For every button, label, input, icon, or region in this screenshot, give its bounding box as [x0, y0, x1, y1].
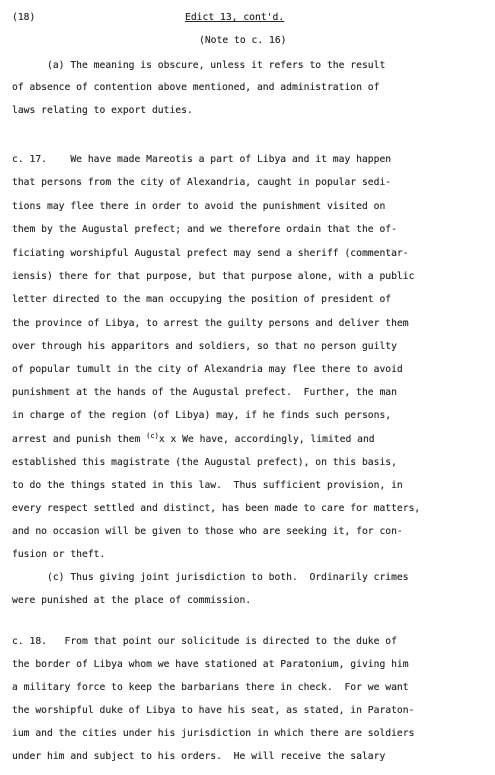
text-line: every respect settled and distinct, has been made to care for matters, — [12, 503, 421, 514]
text-line: the province of Libya, to arrest the guilty persons and deliver them — [12, 318, 409, 329]
page-heading: Edict 13, cont'd. — [185, 12, 285, 23]
text-line: of absence of contention above mentioned, and administration of — [12, 82, 380, 93]
text-line: laws relating to export duties. — [12, 105, 193, 116]
text-line: letter directed to the man occupying the position of president of — [12, 294, 392, 305]
text-line: under him and subject to his orders. He will receive the salary — [12, 751, 386, 762]
text-line: tions may flee there in order to avoid the punishment visited on — [12, 201, 386, 212]
page-subheading: (Note to c. 16) — [199, 35, 287, 46]
text-line: punishment at the hands of the Augustal prefect. Further, the man — [12, 387, 397, 398]
footnote-marker: (c) — [146, 432, 159, 440]
text-line: a military force to keep the barbarians there in check. For we want — [12, 682, 409, 693]
text-line: established this magistrate (the Augustal prefect), on this basis, — [12, 457, 397, 468]
text-line: iensis) there for that purpose, but that purpose alone, with a public — [12, 271, 415, 282]
text-line-with-footnote — [12, 434, 375, 446]
text-line: fusion or theft. — [12, 549, 106, 560]
text-line: of popular tumult in the city of Alexandria may flee there to avoid — [12, 364, 403, 375]
text-line: ium and the cities under his jurisdiction in which there are soldiers — [12, 728, 415, 739]
text-line: them by the Augustal prefect; and we therefore ordain that the of- — [12, 224, 397, 235]
text-line: the worshipful duke of Libya to have his seat, as stated, in Paraton- — [12, 705, 415, 716]
text-line: that persons from the city of Alexandria, caught in popular sedi- — [12, 177, 392, 188]
text-line: c. 17. We have made Mareotis a part of Libya and it may happen — [12, 154, 392, 165]
text-line: c. 18. From that point our solicitude is directed to the duke of — [12, 636, 397, 647]
text-line: in charge of the region (of Libya) may, if he finds such persons, — [12, 410, 392, 421]
text-line: the border of Libya whom we have stationed at Paratonium, giving him — [12, 659, 409, 670]
text-line: were punished at the place of commission. — [12, 595, 252, 606]
text-line: ficiating worshipful Augustal prefect may send a sheriff (commentar- — [12, 248, 409, 259]
text-line: and no occasion will be given to those who are seeking it, for con- — [12, 526, 403, 537]
text-fragment: x x We have, accordingly, limited and — [158, 434, 375, 445]
text-line: (c) Thus giving joint jurisdiction to both. Ordinarily crimes — [12, 572, 409, 583]
text-line: over through his apparitors and soldiers, so that no person guilty — [12, 341, 397, 352]
text-line: (a) The meaning is obscure, unless it refers to the result — [12, 60, 386, 71]
text-line: to do the things stated in this law. Thus sufficient provision, in — [12, 480, 403, 491]
page-number: (18) — [12, 12, 36, 23]
text-fragment: arrest and punish them — [12, 434, 141, 445]
